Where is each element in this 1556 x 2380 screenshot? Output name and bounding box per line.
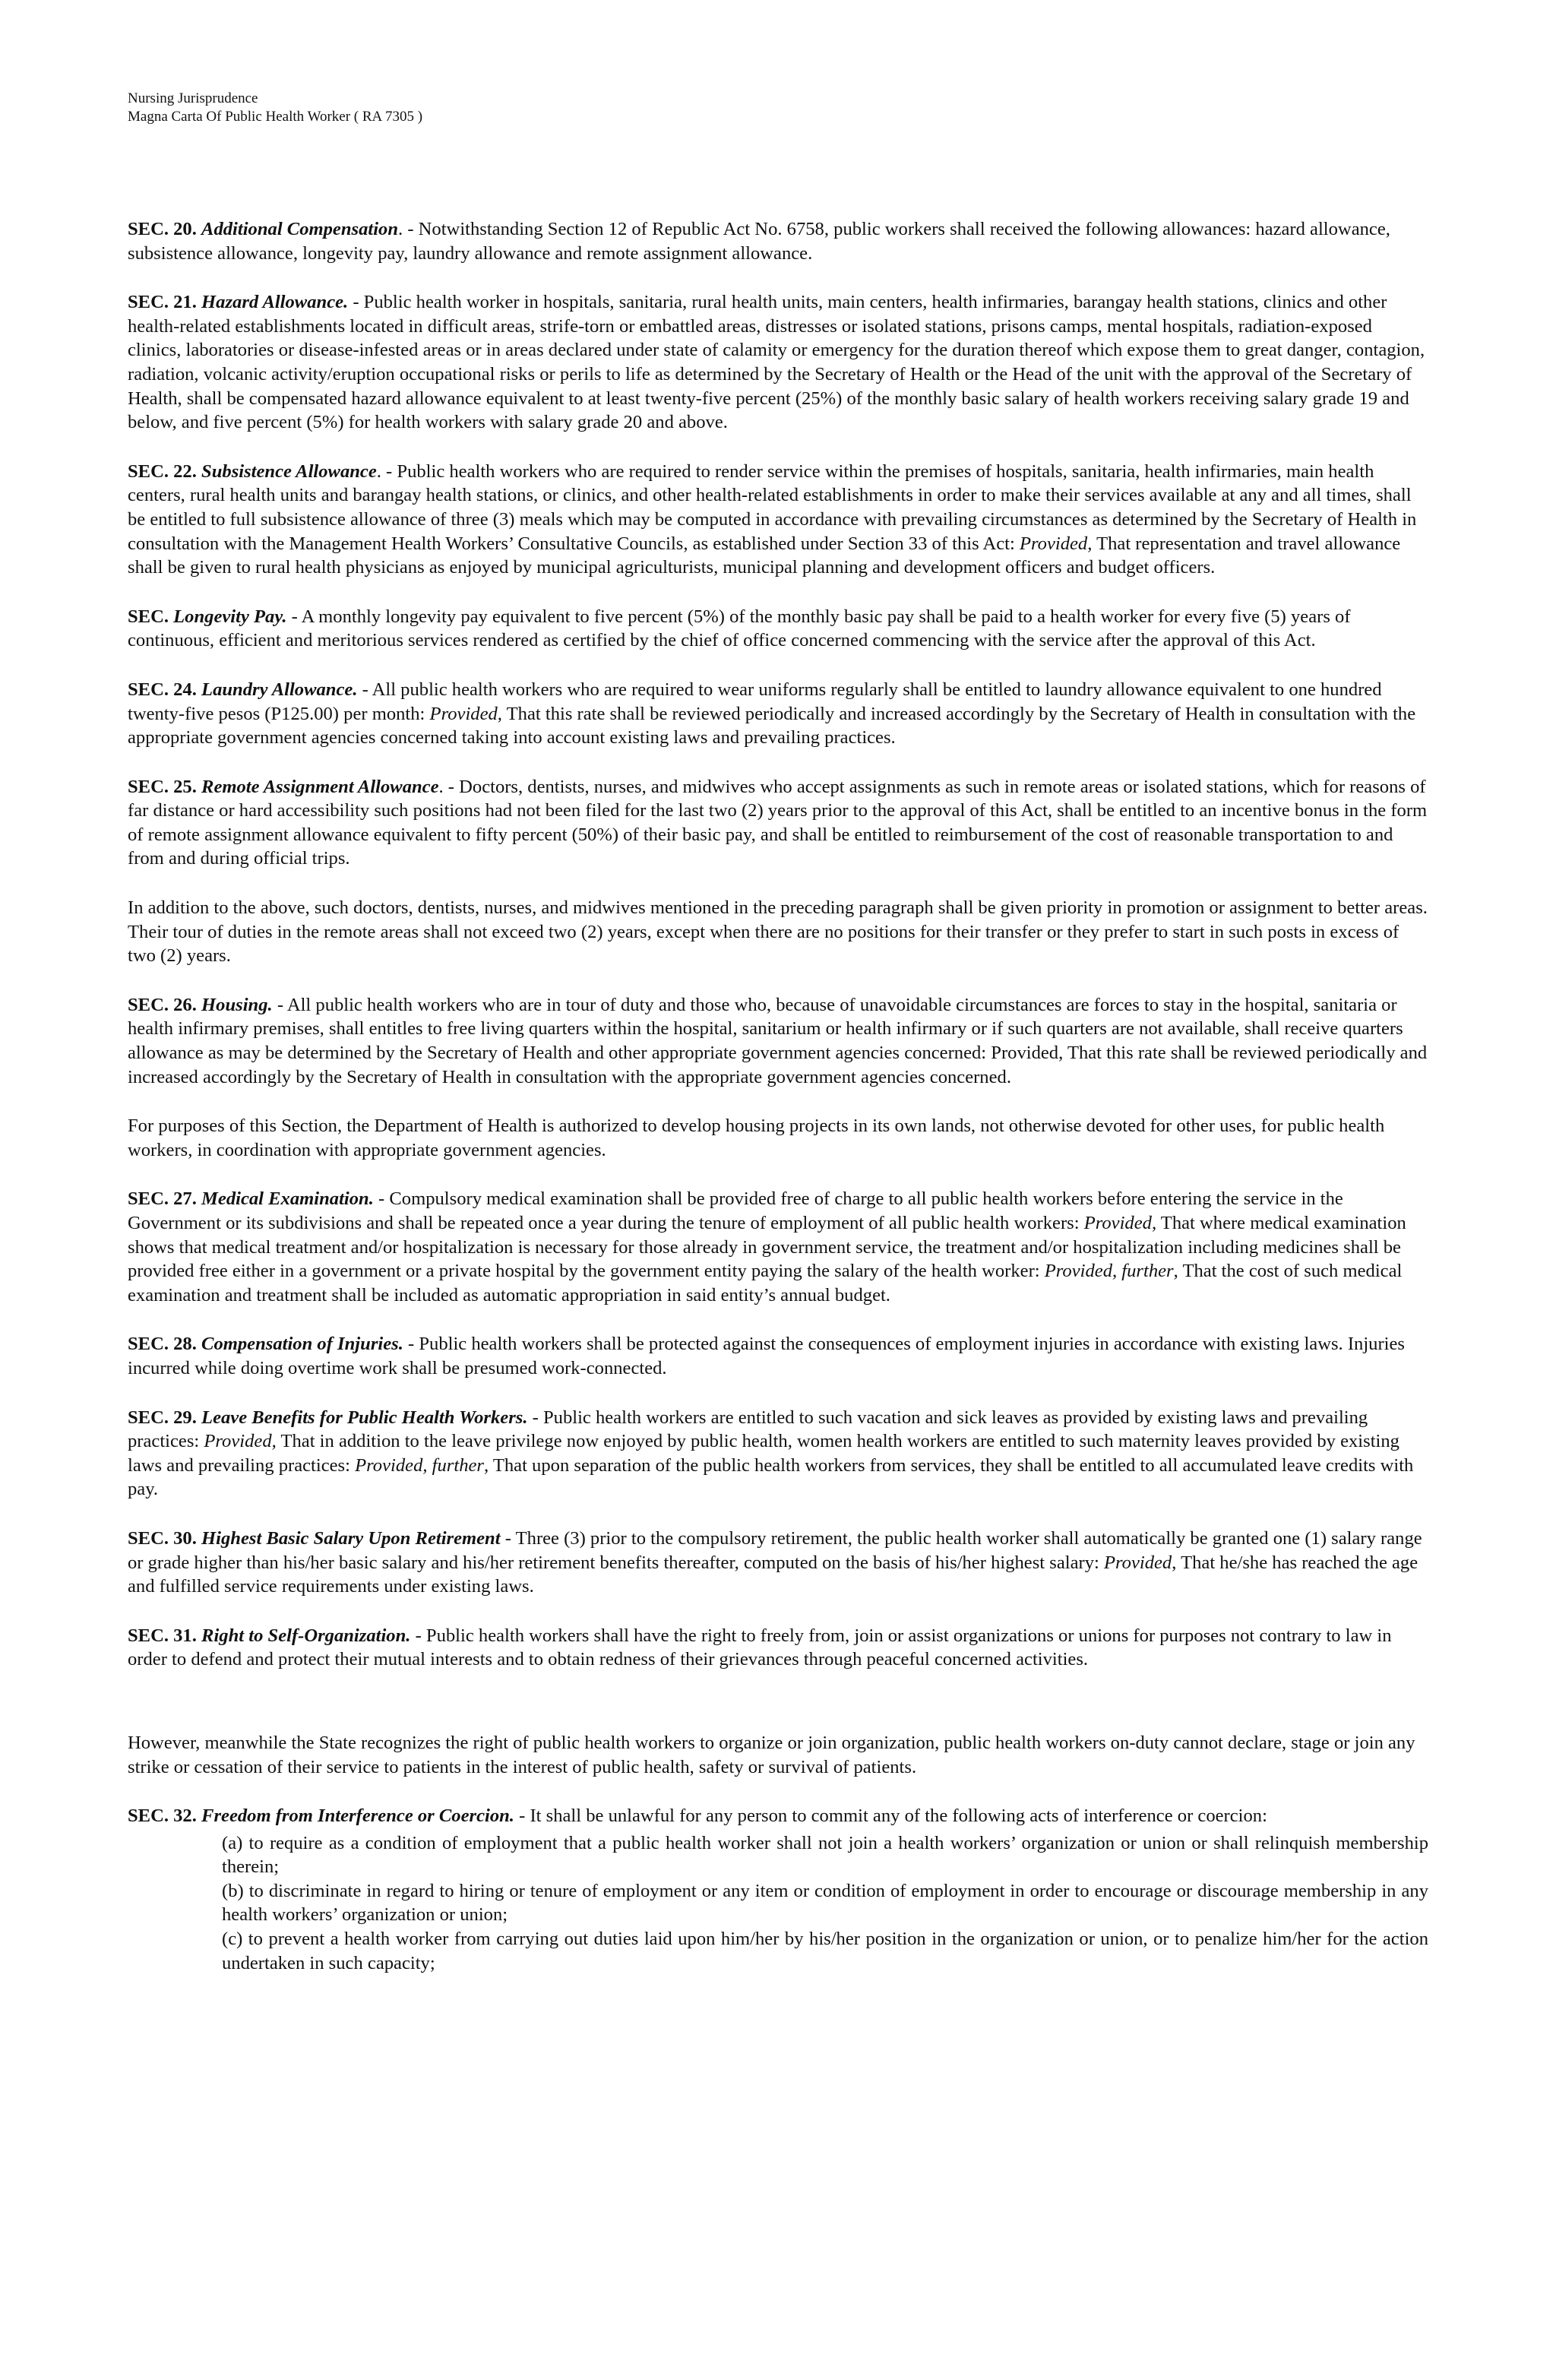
section-27 xyxy=(128,1187,1428,1307)
proviso: Provided, xyxy=(204,1431,277,1452)
section-title: Highest Basic Salary Upon Retirement xyxy=(201,1527,501,1549)
section-text: That this rate shall be reviewed periodically and increased accordingly by the Secretary of Health in consultation with the appropriate government agencies concerned taking into account existing laws and prevailing practices. xyxy=(128,703,1416,748)
section-text: - Public health workers shall be protected against the consequences of employment injuries in accordance with existing laws. Injuries incurred while doing overtime work shall be presumed work-connected. xyxy=(128,1334,1405,1378)
section-number: SEC. 28. xyxy=(128,1334,197,1355)
section-text: - All public health workers who are in tour of duty and those who, because of unavoidable circumstances are forces to stay in the hospital, sanitaria or health infirmary premises, shall entitles to free living quarters within the hospital, sanitarium or health infirmary or if such quarters are not available, shall receive quarters allowance as may be determined by the Secretary of Health and other appropriate government agencies concerned: Provided, That this rate shall be reviewed periodically and increased accordingly by the Secretary of Health in consultation with the appropriate government agencies concerned. xyxy=(128,994,1428,1087)
section-text: . - Doctors, dentists, nurses, and midwives who accept assignments as such in remote areas or isolated stations, which for reasons of far distance or hard accessibility such positions had not been filed for the last two (2) years prior to the approval of this Act, shall be entitled to an incentive bonus in the form of remote assignment allowance equivalent to fifty percent (50%) of their basic pay, and shall be entitled to reimbursement of the cost of reasonable transportation to and from and during official trips. xyxy=(128,776,1428,869)
section-number: SEC. 26. xyxy=(128,994,197,1015)
section-number: SEC. 21. xyxy=(128,292,197,313)
document-body xyxy=(128,217,1428,1975)
list-item: (b) to discriminate in regard to hiring or tenure of employment or any item or condition of employment in order to encourage or discourage membership in any health workers’ organization or union; xyxy=(222,1880,1428,1926)
section-text: - Compulsory medical examination shall be provided free of charge to all public health workers before entering the service in the Government or its subdivisions and shall be repeated once a year during the tenure of employment of all public health workers: xyxy=(128,1188,1343,1233)
section-number: SEC. 29. xyxy=(128,1407,197,1428)
coercion-acts-list xyxy=(222,1831,1428,1976)
proviso: Provided, further xyxy=(355,1454,484,1476)
section-title: Hazard Allowance. xyxy=(201,292,349,313)
section-28 xyxy=(128,1332,1428,1380)
section-title: Longevity Pay. xyxy=(173,606,287,627)
section-title: Housing. xyxy=(201,994,273,1015)
section-31-paragraph-2: However, meanwhile the State recognizes the right of public health workers to organize or join organization, public health workers on-duty cannot declare, stage or join any strike or cessation of their service to patients in the interest of public health, safety or survival of patients. xyxy=(128,1732,1415,1777)
section-25 xyxy=(128,775,1428,871)
proviso: Provided, xyxy=(1019,533,1093,554)
section-text: - A monthly longevity pay equivalent to five percent (5%) of the monthly basic pay shall be paid to a health worker for every five (5) years of continuous, efficient and meritorious services rendered as certified by the chief of office concerned commencing with the service after the approval of this Act. xyxy=(128,606,1351,651)
section-number: SEC. 25. xyxy=(128,776,197,797)
section-number: SEC. 22. xyxy=(128,460,197,482)
section-text: That in addition to the leave privilege now enjoyed by public health, women health workers are entitled to such maternity leaves provided by existing laws and prevailing practices: xyxy=(128,1431,1399,1476)
section-number: SEC. xyxy=(128,606,169,627)
proviso: Provided xyxy=(1103,1552,1172,1573)
section-title: Right to Self-Organization. xyxy=(201,1625,411,1646)
section-text: That representation and travel allowance shall be given to rural health physicians as enjoyed by municipal agriculturists, municipal planning and development officers and budget officers. xyxy=(128,533,1401,578)
section-title: Medical Examination. xyxy=(201,1188,374,1210)
header-law-title: Magna Carta Of Public Health Worker ( RA 7305 ) xyxy=(128,109,423,125)
section-21 xyxy=(128,290,1428,435)
section-text: - Public health worker in hospitals, sanitaria, rural health units, main centers, health infirmaries, barangay health stations, clinics and other health-related establishments located in difficult areas, strife-torn or embattled areas, distresses or isolated stations, prisons camps, mental hospitals, radiation-exposed clinics, laboratories or disease-infested areas or in areas declared under state of calamity or emergency for the duration thereof which expose them to great danger, contagion, radiation, volcanic activity/eruption occupational risks or perils to life as determined by the Secretary of Health or the Head of the unit with the approval of the Secretary of Health, shall be compensated hazard allowance equivalent to at least twenty-five percent (25%) of the monthly basic salary of health workers receiving salary grade 19 and below, and five percent (5%) for health workers with salary grade 20 and above. xyxy=(128,292,1425,433)
section-text: - It shall be unlawful for any person to commit any of the following acts of interference or coercion: xyxy=(514,1806,1267,1827)
section-text: - All public health workers who are required to wear uniforms regularly shall be entitled to laundry allowance equivalent to one hundred twenty-five pesos (P125.00) per month: xyxy=(128,679,1382,724)
section-24 xyxy=(128,678,1428,750)
section-text: - Three (3) prior to the compulsory retirement, the public health worker shall automatically be granted one (1) salary range or grade higher than his/her basic salary and his/her retirement benefits thereafter, computed on the basis of his/her highest salary: xyxy=(128,1527,1422,1573)
section-text: , That upon separation of the public health workers from services, they shall be entitled to all accumulated leave credits with pay. xyxy=(128,1454,1414,1500)
section-text: . - Public health workers who are required to render service within the premises of hospitals, sanitaria, health infirmaries, main health centers, rural health units and barangay health stations, or clinics, and other health-related establishments in order to make their services available at any and all times, shall be entitled to full subsistence allowance of three (3) meals which may be computed in accordance with prevailing circumstances as determined by the Secretary of Health in consultation with the Management Health Workers’ Consultative Councils, as established under Section 33 of this Act: xyxy=(128,460,1417,554)
list-item: (a) to require as a condition of employment that a public health worker shall not join a health workers’ organization or union or shall relinquish membership therein; xyxy=(222,1832,1428,1878)
section-22 xyxy=(128,460,1428,580)
section-number: SEC. 20. xyxy=(128,219,197,239)
section-31 xyxy=(128,1624,1428,1672)
section-26-paragraph-2: For purposes of this Section, the Department of Health is authorized to develop housing projects in its own lands, not otherwise devoted for other uses, for public health workers, in coordination with appropriate government agencies. xyxy=(128,1116,1385,1160)
section-23 xyxy=(128,605,1428,653)
section-number: SEC. 27. xyxy=(128,1188,197,1210)
proviso: Provided, xyxy=(1083,1213,1157,1233)
section-number: SEC. 32. xyxy=(128,1806,197,1827)
section-title: Leave Benefits for Public Health Workers. xyxy=(201,1407,528,1428)
header-course-title: Nursing Jurisprudence xyxy=(128,90,258,106)
section-text: , That he/she has reached the age and fulfilled service requirements under existing laws. xyxy=(128,1552,1418,1597)
section-title: Compensation of Injuries. xyxy=(201,1334,403,1355)
section-26 xyxy=(128,993,1428,1089)
section-text: , That the cost of such medical examination and treatment shall be included as automatic appropriation in said entity’s annual budget. xyxy=(128,1261,1403,1306)
proviso: Provided, further xyxy=(1044,1261,1174,1282)
list-item: (c) to prevent a health worker from carrying out duties laid upon him/her by his/her position in the organization or union, or to penalize him/her for the action undertaken in such capacity; xyxy=(222,1929,1428,1973)
page-header xyxy=(128,90,1428,126)
section-text: . - Notwithstanding Section 12 of Republic Act No. 6758, public workers shall received the following allowances: hazard allowance, subsistence allowance, longevity pay, laundry allowance and remote assignment allowance. xyxy=(128,219,1390,264)
section-title: Subsistence Allowance xyxy=(201,460,377,482)
section-title: Freedom from Interference or Coercion. xyxy=(201,1806,514,1827)
section-title: Additional Compensation xyxy=(201,219,399,239)
section-30 xyxy=(128,1527,1428,1599)
section-text: That where medical examination shows that medical treatment and/or hospitalization is necessary for those already in government service, the treatment and/or hospitalization including medicines shall be provided free either in a government or a private hospital by the government entity paying the salary of the health worker: xyxy=(128,1213,1406,1282)
section-29 xyxy=(128,1406,1428,1502)
section-text: - Public health workers are entitled to such vacation and sick leaves as provided by existing laws and prevailing practices: xyxy=(128,1407,1368,1452)
section-number: SEC. 31. xyxy=(128,1625,197,1646)
section-title: Laundry Allowance. xyxy=(201,679,358,700)
document-page xyxy=(128,90,1428,1975)
section-title: Remote Assignment Allowance xyxy=(201,776,439,797)
section-20 xyxy=(128,217,1428,265)
proviso: Provided, xyxy=(429,703,502,724)
section-number: SEC. 30. xyxy=(128,1527,197,1549)
section-number: SEC. 24. xyxy=(128,679,197,700)
section-32 xyxy=(128,1804,1428,1828)
section-text: - Public health workers shall have the right to freely from, join or assist organizations or unions for purposes not contrary to law in order to defend and protect their mutual interests and to obtain redness of their grievances through peaceful concerned activities. xyxy=(128,1625,1392,1670)
section-25-paragraph-2: In addition to the above, such doctors, dentists, nurses, and midwives mentioned in the preceding paragraph shall be given priority in promotion or assignment to better areas. Their tour of duties in the remote areas shall not exceed two (2) years, except when there are no positions for their transfer or they prefer to start in such posts in excess of two (2) years. xyxy=(128,897,1428,967)
